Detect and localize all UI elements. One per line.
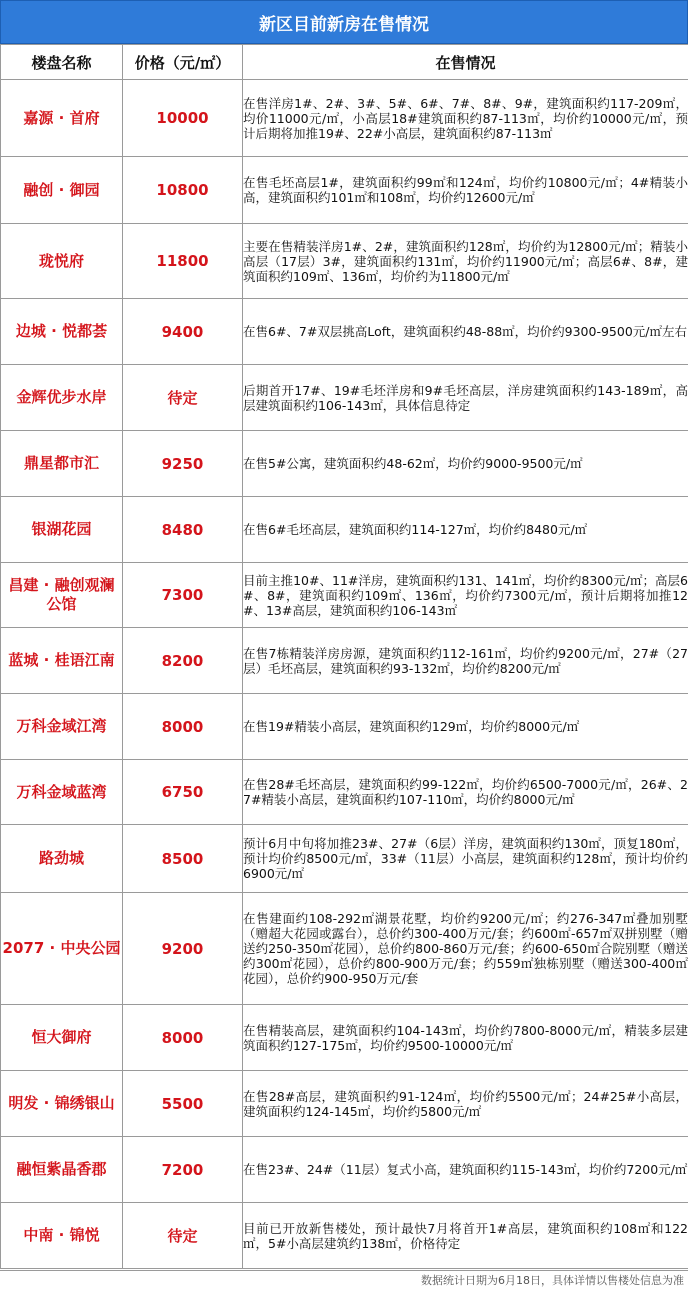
header-row xyxy=(1,45,688,80)
project-price: 9400 xyxy=(123,299,243,365)
table-row xyxy=(1,1071,688,1137)
project-price: 11800 xyxy=(123,224,243,299)
project-status: 在售建面约108-292㎡湖景花墅，均价约9200元/㎡；约276-347㎡叠加别墅（赠超大花园或露台），总价约300-400万元/套；约600㎡-657㎡双拼别墅（赠送约250-350㎡花园），总价约800-860万元/套；约600-650㎡合院别墅（赠送约300㎡花园），总价约800-900万元/套；约559㎡独栋别墅（赠送300-400㎡花园），总价约900-950万元/套 xyxy=(243,893,688,1005)
table-row xyxy=(1,299,688,365)
project-name: 珑悦府 xyxy=(1,224,123,299)
table-row xyxy=(1,694,688,760)
project-name: 边城 · 悦都荟 xyxy=(1,299,123,365)
project-price: 待定 xyxy=(123,1203,243,1269)
project-price: 8480 xyxy=(123,497,243,563)
header-price: 价格（元/㎡） xyxy=(123,45,243,80)
table-row xyxy=(1,760,688,825)
project-name: 鼎星都市汇 xyxy=(1,431,123,497)
project-name: 融创 · 御园 xyxy=(1,157,123,224)
table-row xyxy=(1,157,688,224)
project-price: 7200 xyxy=(123,1137,243,1203)
project-name: 银湖花园 xyxy=(1,497,123,563)
project-status: 预计6月中旬将加推23#、27#（6层）洋房，建筑面积约130㎡，顶复180㎡，预计均价约8500元/㎡，33#（11层）小高层，建筑面积约128㎡，预计均价约6900元/㎡ xyxy=(243,825,688,893)
data-date-note: 数据统计日期为6月18日，具体详情以售楼处信息为准 xyxy=(0,1270,688,1290)
project-price: 8000 xyxy=(123,1005,243,1071)
project-name: 恒大御府 xyxy=(1,1005,123,1071)
table-row xyxy=(1,1005,688,1071)
table-row xyxy=(1,628,688,694)
table-row xyxy=(1,893,688,1005)
table-row xyxy=(1,825,688,893)
table-row xyxy=(1,1203,688,1269)
project-price: 9200 xyxy=(123,893,243,1005)
project-name: 融恒紫晶香郡 xyxy=(1,1137,123,1203)
project-status: 在售28#高层，建筑面积约91-124㎡，均价约5500元/㎡；24#25#小高层，建筑面积约124-145㎡，均价约5800元/㎡ xyxy=(243,1071,688,1137)
project-status: 在售5#公寓，建筑面积约48-62㎡，均价约9000-9500元/㎡ xyxy=(243,431,688,497)
project-name: 万科金域蓝湾 xyxy=(1,760,123,825)
project-status: 主要在售精装洋房1#、2#，建筑面积约128㎡，均价约为12800元/㎡；精装小高层（17层）3#，建筑面积约131㎡，均价约11900元/㎡；高层6#、8#，建筑面积约109㎡、136㎡，均价约为11800元/㎡ xyxy=(243,224,688,299)
project-name: 金辉优步水岸 xyxy=(1,365,123,431)
project-status: 目前已开放新售楼处，预计最快7月将首开1#高层，建筑面积约108㎡和122㎡，5#小高层建筑约138㎡，价格待定 xyxy=(243,1203,688,1269)
project-status: 在售23#、24#（11层）复式小高，建筑面积约115-143㎡，均价约7200元/㎡ xyxy=(243,1137,688,1203)
table-row xyxy=(1,1137,688,1203)
project-name: 2077 · 中央公园 xyxy=(1,893,123,1005)
sheet-title: 新区目前新房在售情况 xyxy=(0,0,688,44)
project-price: 6750 xyxy=(123,760,243,825)
project-status: 目前主推10#、11#洋房，建筑面积约131、141㎡，均价约8300元/㎡；高层6#、8#，建筑面积约109㎡、136㎡，均价约7300元/㎡，预计后期将加推12#、13#高层，建筑面积约106-143㎡ xyxy=(243,563,688,628)
project-status: 在售28#毛坯高层，建筑面积约99-122㎡，均价约6500-7000元/㎡，26#、27#精装小高层，建筑面积约107-110㎡，均价约8000元/㎡ xyxy=(243,760,688,825)
project-name: 明发 · 锦绣银山 xyxy=(1,1071,123,1137)
header-status: 在售情况 xyxy=(243,45,688,80)
project-name: 中南 · 锦悦 xyxy=(1,1203,123,1269)
project-status: 在售6#毛坯高层，建筑面积约114-127㎡，均价约8480元/㎡ xyxy=(243,497,688,563)
table-row xyxy=(1,224,688,299)
table-row xyxy=(1,365,688,431)
project-name: 万科金域江湾 xyxy=(1,694,123,760)
header-name: 楼盘名称 xyxy=(1,45,123,80)
project-status: 在售毛坯高层1#，建筑面积约99㎡和124㎡，均价约10800元/㎡；4#精装小高，建筑面积约101㎡和108㎡，均价约12600元/㎡ xyxy=(243,157,688,224)
project-price: 8200 xyxy=(123,628,243,694)
table-row xyxy=(1,80,688,157)
table-row xyxy=(1,497,688,563)
listing-table xyxy=(0,44,688,1269)
project-price: 10000 xyxy=(123,80,243,157)
project-name: 昌建 · 融创观澜公馆 xyxy=(1,563,123,628)
project-status: 在售精装高层，建筑面积约104-143㎡，均价约7800-8000元/㎡，精装多层建筑面积约127-175㎡，均价约9500-10000元/㎡ xyxy=(243,1005,688,1071)
table-row xyxy=(1,431,688,497)
project-status: 在售19#精装小高层，建筑面积约129㎡，均价约8000元/㎡ xyxy=(243,694,688,760)
project-name: 嘉源 · 首府 xyxy=(1,80,123,157)
project-price: 5500 xyxy=(123,1071,243,1137)
project-price: 9250 xyxy=(123,431,243,497)
project-name: 路劲城 xyxy=(1,825,123,893)
project-price: 待定 xyxy=(123,365,243,431)
project-name: 蓝城 · 桂语江南 xyxy=(1,628,123,694)
project-price: 8500 xyxy=(123,825,243,893)
project-status: 在售6#、7#双层挑高Loft，建筑面积约48-88㎡，均价约9300-9500元/㎡左右 xyxy=(243,299,688,365)
table-row xyxy=(1,563,688,628)
project-status: 在售7栋精装洋房房源，建筑面积约112-161㎡，均价约9200元/㎡，27#（27层）毛坯高层，建筑面积约93-132㎡，均价约8200元/㎡ xyxy=(243,628,688,694)
project-status: 在售洋房1#、2#、3#、5#、6#、7#、8#、9#，建筑面积约117-209㎡，均价11000元/㎡，小高层18#建筑面积约87-113㎡，均价约10000元/㎡，预计后期将加推19#、22#小高层，建筑面积约87-113㎡ xyxy=(243,80,688,157)
project-status: 后期首开17#、19#毛坯洋房和9#毛坯高层，洋房建筑面积约143-189㎡，高层建筑面积约106-143㎡，具体信息待定 xyxy=(243,365,688,431)
project-price: 7300 xyxy=(123,563,243,628)
project-price: 10800 xyxy=(123,157,243,224)
project-price: 8000 xyxy=(123,694,243,760)
